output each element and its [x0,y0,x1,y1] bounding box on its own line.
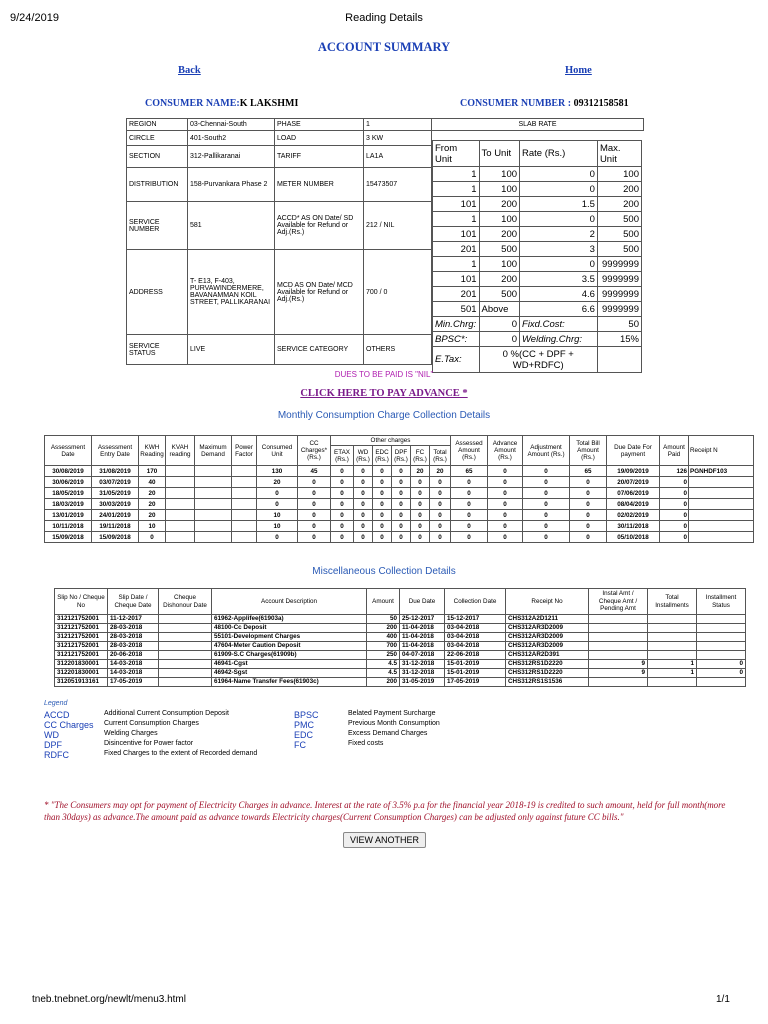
info-row: SERVICE STATUS LIVE SERVICE CATEGORY OTHERS [127,335,432,365]
table-row: 18/03/2019 30/03/2019 20 0 0 0 0 0 0 0 0 0 0 0 0 08/04/2019 0 [45,499,754,510]
consumer-name-value: K LAKSHMI [239,98,299,109]
table-row: 30/06/2019 03/07/2019 40 20 0 0 0 0 0 0 0 0 0 0 0 20/07/2019 0 [45,477,754,488]
dues-text: DUES TO BE PAID IS "NIL" [334,370,434,379]
back-link[interactable]: Back [178,65,201,76]
monthly-title: Monthly Consumption Charge Collection Details [277,410,491,421]
footer-page: 1/1 [716,994,730,1005]
footer-url: tneb.tnebnet.org/newlt/menu3.html [32,994,186,1005]
legend-row: DPF Disincentive for Power factor FC Fixed costs [44,740,384,750]
info-row: ADDRESS T- E13, F-403, PURVAWINDERMERE, BAVANAMMAN KOIL STREET, PALLIKARANAI MCD AS ON Date/ MCD Available for Refund or Adj.(Rs.) 700 / 0 [127,250,432,335]
slab-header-row: From Unit To Unit Rate (Rs.) Max. Unit [433,141,642,167]
slab-row: 101 200 2 500 [433,227,642,242]
table-row: 312121752001 28-03-2018 47604-Meter Caution Deposit 700 11-04-2018 03-04-2018 CHS312AR3D2009 [55,642,746,651]
legend-row: CC Charges Current Consumption Charges PMC Previous Month Consumption [44,720,440,730]
table-row: 312121752001 28-03-2018 55101-Development Charges 400 11-04-2018 03-04-2018 CHS312AR3D2009 [55,633,746,642]
pay-advance-link[interactable]: CLICK HERE TO PAY ADVANCE * [300,388,468,399]
table-row: 10/11/2018 19/11/2018 10 10 0 0 0 0 0 0 0 0 0 0 0 30/11/2018 0 [45,521,754,532]
slab-row: 101 200 1.5 200 [433,197,642,212]
table-row: 312201830001 14-03-2018 46942-Sgst 4.5 31-12-2018 15-01-2019 CHS312RS1D2220 9 1 0 [55,669,746,678]
table-row: 312121752001 20-06-2018 61909-S.C Charges(61909b) 250 04-07-2018 22-06-2018 CHS312AR2D391 [55,651,746,660]
slab-bpsc-row: BPSC*: 0 Welding.Chrg: 15% [433,332,642,347]
consumer-name-label: CONSUMER NAME: [145,98,240,109]
misc-title: Miscellaneous Collection Details [312,566,456,577]
advance-note: * "The Consumers may opt for payment of Electricity Charges in advance. Interest at the rate of 3.5% p.a for the financial year 2018-19 is credited to such amount, held for full month(more than 30days) as advance.The amount paid as advance towards Electricity charges(Current Consumption Charges) can be adjusted only against future CC bills." [44,800,726,822]
monthly-header-row: Assessment Date Assessment Entry Date KWH Reading KVAH reading Maximum Demand Power Factor Consumed Unit CC Charges* (Rs.) Other charges Assessed Amount (Rs.) Advance Amount (Rs.) Adjustment Amount (Rs.) Total Bill Amount (Rs.) Due Date For payment Amount Paid Receipt N [45,436,754,446]
print-title: Reading Details [345,12,423,24]
slab-row: 101 200 3.5 9999999 [433,272,642,287]
slab-min-row: Min.Chrg: 0 Fixd.Cost: 50 [433,317,642,332]
view-another-button[interactable]: VIEW ANOTHER [343,832,426,848]
legend-title: Legend [44,700,68,707]
consumer-name [145,98,298,109]
table-row: 18/05/2019 31/05/2019 20 0 0 0 0 0 0 0 0 0 0 0 0 07/06/2019 0 [45,488,754,499]
print-date: 9/24/2019 [10,12,59,24]
table-row: 312121752001 11-12-2017 61962-Applifee(61903a) 50 25-12-2017 15-12-2017 CHS312A2D1211 [55,615,746,624]
table-row: 312201830001 14-03-2018 46941-Cgst 4.5 31-12-2018 15-01-2019 CHS312RS1D2220 9 1 0 [55,660,746,669]
legend-row: WD Welding Charges EDC Excess Demand Charges [44,730,428,740]
table-row: 312121752001 28-03-2018 48100-Cc Deposit 200 11-04-2018 03-04-2018 CHS312AR3D2009 [55,624,746,633]
table-row: 30/08/2019 31/08/2019 170 130 45 0 0 0 0 20 20 65 0 0 65 19/09/2019 126 PGNHDF103 [45,466,754,477]
info-row: DISTRIBUTION 158-Purvankara Phase 2 METER NUMBER 15473507 [127,168,432,202]
monthly-table [44,435,754,543]
info-row: SECTION 312-Pallikaranai TARIFF LA1A [127,146,432,168]
info-row: REGION 03-Chennai-South PHASE 1 [127,119,432,131]
consumer-number-value: 09312158581 [573,98,629,109]
legend-table [42,710,500,760]
legend-row: ACCD Additional Current Consumption Deposit BPSC Belated Payment Surcharge [44,710,436,720]
slab-row: 1 100 0 500 [433,212,642,227]
slab-row: 201 500 4.6 9999999 [433,287,642,302]
monthly-subheader-row: ETAX (Rs.) WD (Rs.) EDC (Rs.) DPF (Rs.) FC (Rs.) Total (Rs.) [45,446,754,466]
info-row: SERVICE NUMBER 581 ACCD* AS ON Date/ SD Available for Refund or Adj.(Rs.) 212 / NIL [127,202,432,250]
table-row: 312051913161 17-05-2019 61964-Name Transfer Fees(61903c) 200 31-05-2019 17-05-2019 CHS312RS1S1536 [55,678,746,687]
slab-row: 1 100 0 200 [433,182,642,197]
info-row: CIRCLE 401-South2 LOAD 3 KW [127,131,432,146]
consumer-number [460,98,629,109]
page-title: ACCOUNT SUMMARY [317,40,451,54]
consumer-info-table [126,118,432,365]
slab-row: 1 100 0 100 [433,167,642,182]
slab-rate-table [432,140,642,373]
consumer-number-label: CONSUMER NUMBER : [460,98,572,109]
slab-row: 501 Above 6.6 9999999 [433,302,642,317]
home-link[interactable]: Home [565,65,592,76]
slab-row: 201 500 3 500 [433,242,642,257]
legend-row: RDFC Fixed Charges to the extent of Recorded demand [44,750,258,760]
table-row: 15/09/2018 15/09/2018 0 0 0 0 0 0 0 0 0 0 0 0 0 05/10/2018 0 [45,532,754,543]
slab-row: 1 100 0 9999999 [433,257,642,272]
slab-etax-row: E.Tax: 0 %(CC + DPF + WD+RDFC) [433,347,642,373]
misc-table [54,588,746,687]
slab-title: SLAB RATE [431,118,644,131]
misc-header-row: Slip No / Cheque No Slip Date / Cheque Date Cheque Dishonour Date Account Description Amount Due Date Collection Date Receipt No Instal Amt / Cheque Amt / Pending Amt Total Installments Installment Status [55,589,746,615]
table-row: 13/01/2019 24/01/2019 20 10 0 0 0 0 0 0 0 0 0 0 0 02/02/2019 0 [45,510,754,521]
